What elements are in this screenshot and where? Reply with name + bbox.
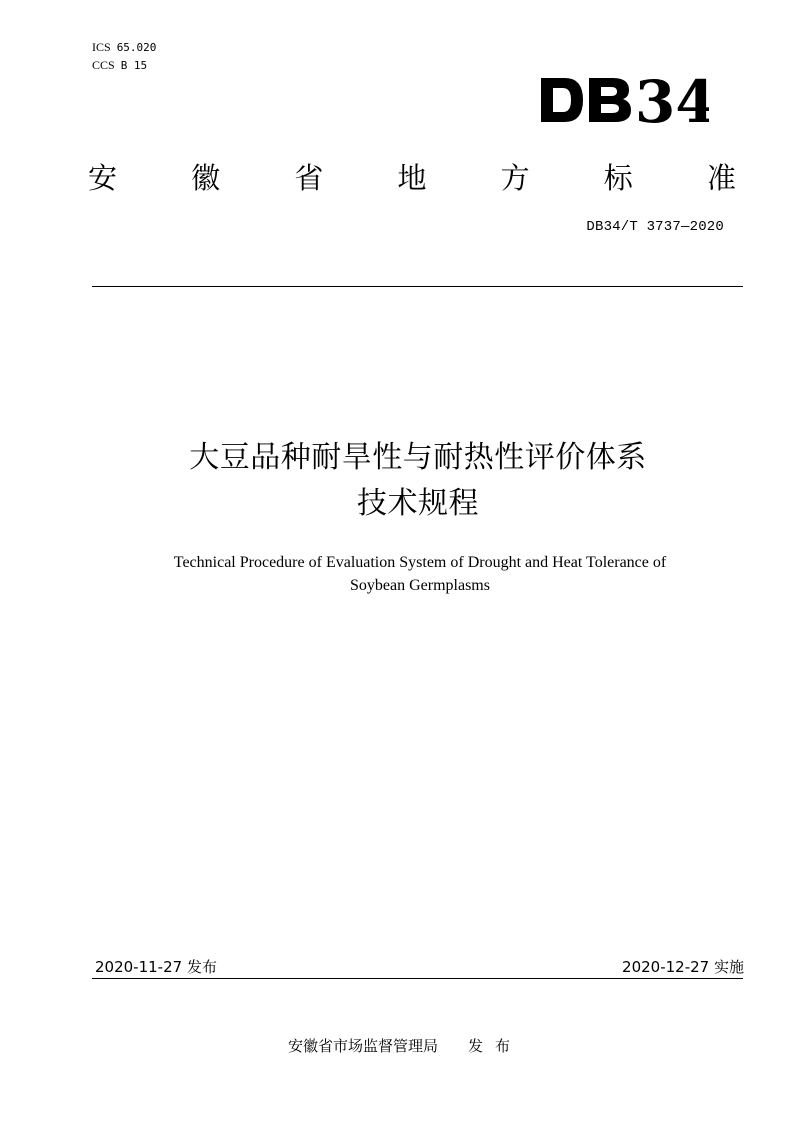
ics-line [92,38,156,57]
ics-code: 65.020 [116,41,157,54]
title-chinese-line1: 大豆品种耐旱性与耐热性评价体系 [189,440,647,475]
title-chinese-line2: 技术规程 [357,486,479,521]
dept-char: 省 [294,160,324,195]
ccs-code: B 15 [120,59,148,72]
issuing-department-heading [88,156,736,196]
issue-date: 2020-11-27 发布 [95,958,217,976]
ccs-label: CCS [92,58,115,72]
implementation-date: 2020-12-27 实施 [622,958,744,976]
dept-char: 方 [500,160,530,195]
dept-char: 安 [88,160,118,195]
publisher-name: 安徽省市场监督管理局 [287,1037,438,1055]
db34-logo [539,74,709,126]
footer-divider [92,978,743,979]
dept-char: 徽 [191,160,221,195]
dept-char: 标 [603,160,633,195]
dept-char: 准 [706,160,736,195]
ics-label: ICS [92,40,111,54]
publish-action: 发布 [468,1037,523,1055]
dept-char: 地 [397,160,427,195]
title-english-line1: Technical Procedure of Evaluation System of Drought and Heat Tolerance of [173,554,667,571]
title-english-line2: Soybean Germplasms [350,577,490,594]
ccs-line [92,56,147,75]
publisher-line [0,1035,800,1056]
svg-text:34: 34 [635,74,709,126]
standard-number: DB34/T 3737—2020 [586,219,724,235]
header-divider [92,286,743,287]
